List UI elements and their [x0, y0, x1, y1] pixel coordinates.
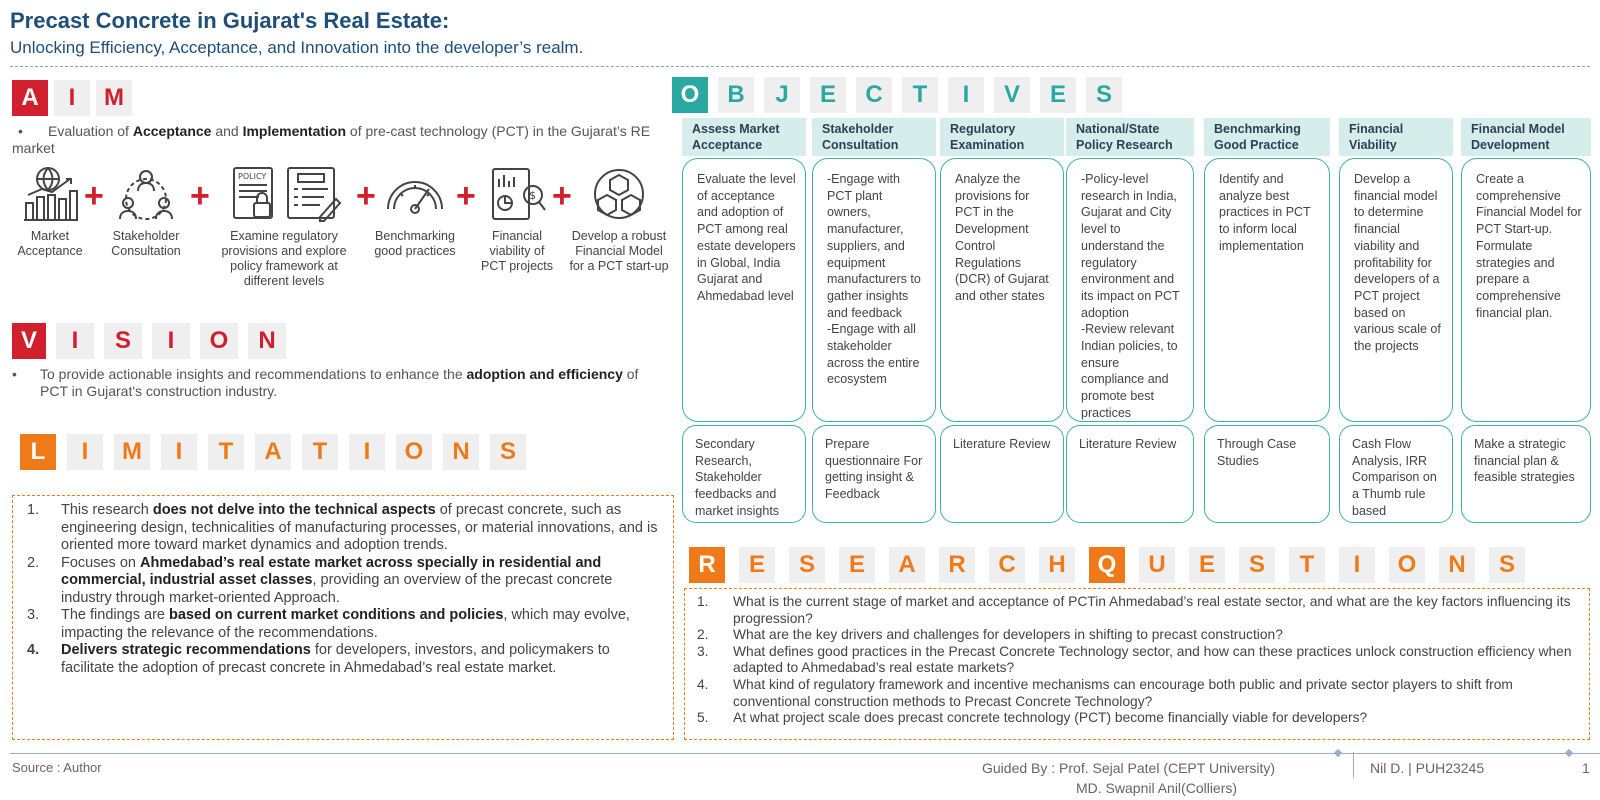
plus-sign: +: [456, 177, 476, 215]
vision-letter: O: [200, 323, 238, 359]
list-item: 1. This research does not delve into the technical aspects of precast concrete, such as engineering design, technicalities of manufacturing processes, or material innovations, and is oriented more toward market dynamics and adoption trends.: [27, 502, 658, 553]
list-item: 5. At what project scale does precast concrete technology (PCT) become financially viable for developers?: [697, 710, 1368, 726]
objective-description: Identify and analyze best practices in PCT to inform local implementation: [1204, 158, 1330, 422]
research-letter: S: [1489, 547, 1525, 583]
footer-separator: [1353, 752, 1354, 778]
vision-letter: I: [152, 323, 190, 359]
objective-header: Financial Model Development: [1461, 118, 1591, 156]
objectives-letter: B: [718, 77, 754, 113]
plus-sign: +: [190, 177, 210, 215]
policy-document-lock-icon: [224, 165, 344, 223]
research-letter: S: [1239, 547, 1275, 583]
research-letter: Q: [1089, 547, 1125, 583]
limitations-letter: I: [67, 434, 103, 470]
vision-letter: V: [12, 323, 46, 359]
aim-icons-row: [10, 165, 670, 315]
aim-icon-item: [10, 165, 90, 259]
objectives-letter: I: [948, 77, 984, 113]
footer-divider-dot: [1334, 749, 1342, 757]
research-letter: R: [939, 547, 975, 583]
aim-icon-item: [476, 165, 558, 274]
author-id: Nil D. | PUH23245: [1370, 760, 1485, 776]
aim-icon-label: Examine regulatory provisions and explore policy framework at different levels: [221, 229, 347, 288]
limitations-letter: L: [20, 434, 56, 470]
svg-text:POLICY: POLICY: [238, 172, 267, 181]
objective-description: Develop a financial model to determine financial viability and profitability for developers of a PCT project based on various scale of the projects: [1339, 158, 1453, 422]
aim-icon-label: Market Acceptance: [17, 229, 83, 258]
limitations-box: [12, 495, 674, 740]
limitations-letter: I: [161, 434, 197, 470]
aim-icon-item: [372, 165, 458, 259]
page-number: 1: [1582, 760, 1590, 776]
guided-by-line-2: MD. Swapnil Anil(Colliers): [1076, 780, 1238, 796]
limitations-letter: N: [443, 434, 479, 470]
objective-header: Regulatory Examination: [940, 118, 1064, 156]
aim-icon-label: Benchmarking good practices: [374, 229, 456, 258]
vision-heading: [12, 323, 286, 359]
people-network-icon: [116, 165, 176, 223]
bar-chart-globe-icon: [20, 165, 80, 223]
vision-letter: I: [56, 323, 94, 359]
speedometer-gauge-icon: [382, 165, 448, 223]
svg-text:$: $: [529, 189, 536, 202]
objective-method: Literature Review: [940, 425, 1064, 523]
vision-letter: N: [248, 323, 286, 359]
limitations-letter: T: [208, 434, 244, 470]
aim-heading: [12, 80, 132, 116]
objective-header: Stakeholder Consultation: [812, 118, 936, 156]
objectives-letter: E: [810, 77, 846, 113]
header-divider: [10, 66, 1590, 67]
research-letter: A: [889, 547, 925, 583]
objectives-letter: V: [994, 77, 1030, 113]
objective-method: Prepare questionnaire For getting insight & Feedback: [812, 425, 936, 523]
objective-method: Cash Flow Analysis, IRR Comparison on a Thumb rule based: [1339, 425, 1453, 523]
objective-method: Secondary Research, Stakeholder feedbacks and market insights: [682, 425, 806, 523]
list-item: 4. What kind of regulatory framework and incentive mechanisms can encourage both public and private sector players to shift from conventional construction methods to Precast Concrete Technology?: [697, 676, 1513, 709]
aim-letter: I: [54, 80, 90, 116]
objectives-letter: T: [902, 77, 938, 113]
research-letter: E: [1189, 547, 1225, 583]
plus-sign: +: [84, 177, 104, 215]
research-letter: T: [1289, 547, 1325, 583]
aim-icon-item: [216, 165, 352, 289]
limitations-heading: [20, 434, 526, 470]
objective-method: Make a strategic financial plan & feasible strategies: [1461, 425, 1591, 523]
research-letter: R: [689, 547, 725, 583]
guided-by: [982, 758, 1275, 798]
aim-icon-label: Develop a robust Financial Model for a PCT start-up: [569, 229, 669, 273]
research-letter: N: [1439, 547, 1475, 583]
research-letter: U: [1139, 547, 1175, 583]
list-item: 3. What defines good practices in the Precast Concrete Technology sector, and how can these practices unlock construction efficiency when adapted to Ahmedabad’s real estate markets?: [697, 643, 1572, 676]
plus-sign: +: [356, 177, 376, 215]
aim-icon-item: [106, 165, 186, 259]
page-subtitle: Unlocking Efficiency, Acceptance, and Innovation into the developer’s realm.: [10, 38, 584, 57]
list-item: 3. The findings are based on current market conditions and policies, which may evolve, impacting the relevance of the recommendations.: [27, 607, 630, 641]
objective-header: Benchmarking Good Practice: [1204, 118, 1330, 156]
objective-description: Analyze the provisions for PCT in the Development Control Regulations (DCR) of Gujarat and other states: [940, 158, 1064, 422]
research-letter: E: [839, 547, 875, 583]
objective-method: Through Case Studies: [1204, 425, 1330, 523]
objectives-letter: J: [764, 77, 800, 113]
research-letter: E: [739, 547, 775, 583]
footer-divider-dot: [1565, 749, 1573, 757]
blockchain-cubes-icon: [589, 165, 649, 223]
list-item: 4. Delivers strategic recommendations for developers, investors, and policymakers to facilitate the adoption of precast concrete in Ahmedabad’s real estate market.: [27, 642, 610, 676]
objective-header: Assess Market Acceptance: [682, 118, 806, 156]
limitations-letter: S: [490, 434, 526, 470]
objective-header: National/State Policy Research: [1066, 118, 1194, 156]
research-questions-box: [684, 588, 1590, 740]
aim-icon-label: Stakeholder Consultation: [111, 229, 181, 258]
aim-icon-item: [568, 165, 670, 274]
footer-divider: [10, 753, 1600, 754]
research-letter: I: [1339, 547, 1375, 583]
vision-letter: S: [104, 323, 142, 359]
source-note: Source : Author: [12, 760, 102, 775]
aim-icon-label: Financial viability of PCT projects: [480, 229, 553, 273]
objective-description: Create a comprehensive Financial Model for PCT Start-up. Formulate strategies and prepare a comprehensive financial plan.: [1461, 158, 1591, 422]
list-item: 2. Focuses on Ahmedabad’s real estate market across specially in residential and commercial, industrial asset classes, providing an overview of the precast concrete industry through market-oriented Approach.: [27, 554, 613, 606]
aim-letter: M: [96, 80, 132, 116]
research-letter: S: [789, 547, 825, 583]
research-questions-heading: [689, 547, 1525, 583]
page-title: Precast Concrete in Gujarat's Real Estate:: [10, 8, 450, 33]
objectives-letter: S: [1086, 77, 1122, 113]
objective-method: Literature Review: [1066, 425, 1194, 523]
objectives-letter: O: [672, 77, 708, 113]
vision-text: • To provide actionable insights and recommendations to enhance the adoption and efficiency of PCT in Gujarat's construction industry.: [12, 366, 639, 399]
objectives-heading: [672, 77, 1122, 113]
objectives-letter: C: [856, 77, 892, 113]
guided-by-line-1: Guided By : Prof. Sejal Patel (CEPT University): [982, 760, 1276, 776]
limitations-letter: A: [255, 434, 291, 470]
limitations-letter: I: [349, 434, 385, 470]
list-item: 1. What is the current stage of market and acceptance of PCTin Ahmedabad’s real estate sector, and what are the key factors influencing its progression?: [697, 594, 1571, 626]
research-letter: O: [1389, 547, 1425, 583]
limitations-letter: M: [114, 434, 150, 470]
financial-report-icon: [487, 165, 547, 223]
objective-header: Financial Viability: [1339, 118, 1453, 156]
list-item: 2. What are the key drivers and challenges for developers in shifting to precast construction?: [697, 627, 1283, 643]
limitations-letter: O: [396, 434, 432, 470]
research-letter: H: [1039, 547, 1075, 583]
objectives-letter: E: [1040, 77, 1076, 113]
research-letter: C: [989, 547, 1025, 583]
limitations-letter: T: [302, 434, 338, 470]
objective-description: -Engage with PCT plant owners, manufacturer, suppliers, and equipment manufacturers to gather insights and feedback -Engage with all stakeholder across the entire ecosystem: [812, 158, 936, 422]
objective-description: Evaluate the level of acceptance and adoption of PCT among real estate developers in Global, India Gujarat and Ahmedabad level: [682, 158, 806, 422]
objective-description: -Policy-level research in India, Gujarat and City level to understand the regulatory environment and its impact on PCT adoption -Review relevant Indian policies, to ensure compliance and promote best practices: [1066, 158, 1194, 422]
aim-letter: A: [12, 80, 48, 116]
aim-text: • Evaluation of Acceptance and Implementation of pre-cast technology (PCT) in the Gujarat’s RE market: [12, 123, 651, 156]
plus-sign: +: [552, 177, 572, 215]
